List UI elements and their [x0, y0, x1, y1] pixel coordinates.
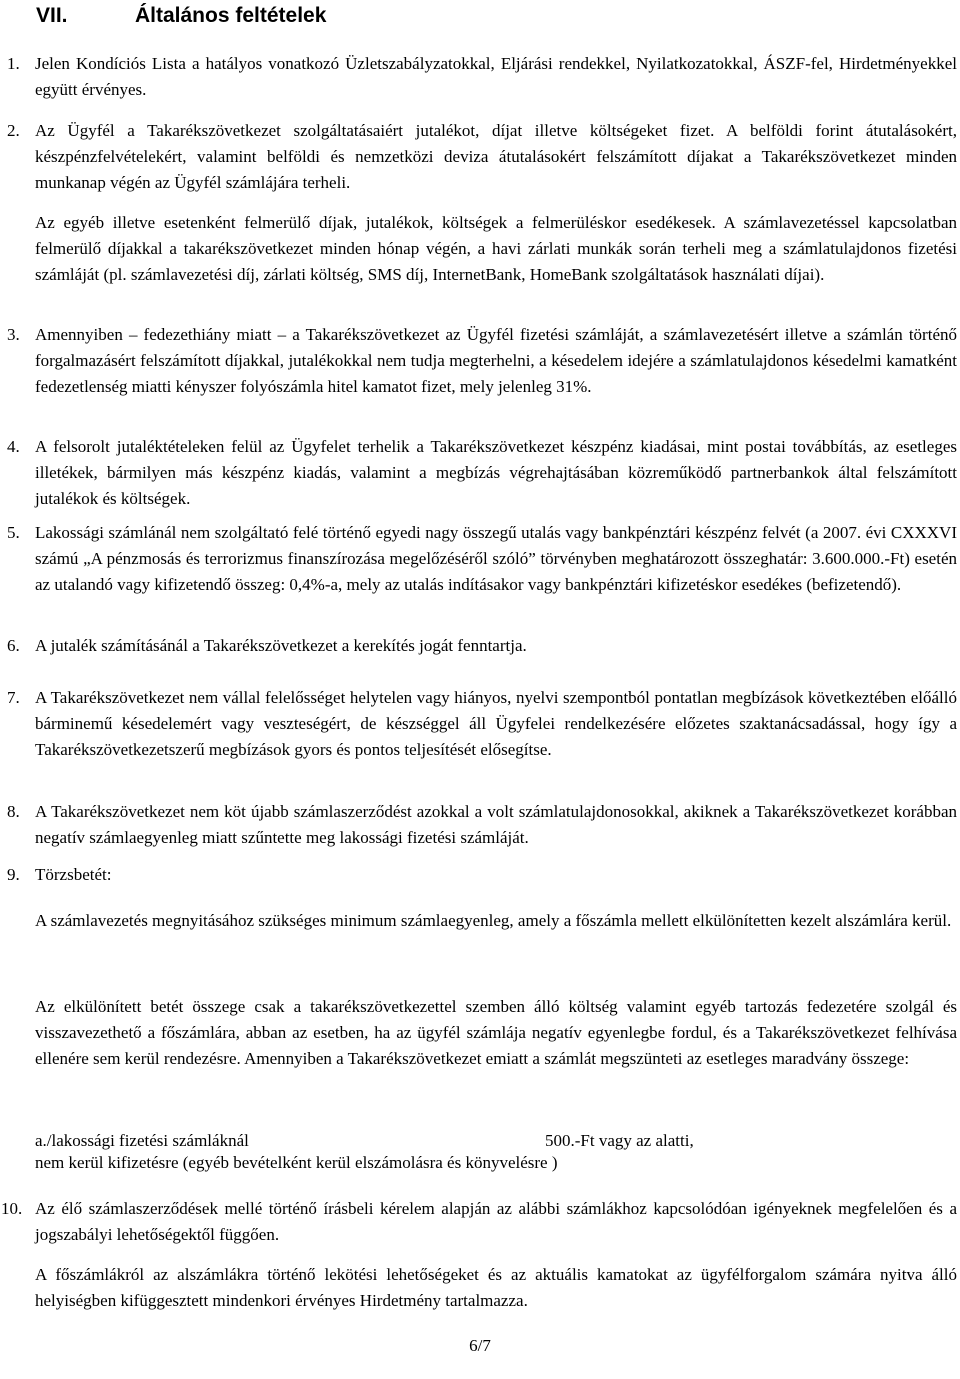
item-subtitle: Törzsbetét: [35, 865, 112, 884]
item-paragraph: Az egyéb illetve esetenként felmerülő díjak, jutalékok, költségek a felmerüléskor esedékesek. A számlavezetéssel kapcsolatban felmerülő díjakkal a takarékszövetkezet minden hónap végén, a havi zárlati munkák során terheli meg a számlatulajdonos fizetési számláját (pl. számlavezetési díj, zárlati költség, SMS díj, InternetBank, HomeBank szolgáltatások használati díjai). [35, 213, 957, 284]
item-number: 4. [7, 437, 20, 456]
item-paragraph: Amennyiben – fedezethiány miatt – a Takarékszövetkezet az Ügyfél fizetési számláját, a számlavezetésért illetve a számlán történő forgalmazásért felszámított díjakkal, jutalékokkal nem tudja megterhelni, a késedelem idejére a számlatulajdonos késedelmi kamatként fedezetlenség miatti kényszer folyószámla hitel kamatot fizet, mely jelenleg 31%. [35, 325, 957, 396]
item-paragraph: Lakossági számlánál nem szolgáltató felé történő egyedi nagy összegű utalás vagy bankpénztári készpénz felvét (a 2007. évi CXXXVI számú „A pénzmosás és terrorizmus finanszírozása megelőzéséről szóló” törvényben meghatározott összeghatár: 3.600.000.-Ft) esetén az utalandó vagy kifizetendő összeg: 0,4%-a, mely az utalás indításakor vagy bankpénztári kifizetéskor esedékes (befizetendő). [35, 523, 957, 594]
item-number: 9. [7, 865, 20, 884]
list-item-9 [0, 862, 960, 888]
item-paragraph: A Takarékszövetkezet nem köt újabb számlaszerződést azokkal a volt számlatulajdonosokkal, akiknek a Takarékszövetkezet korábban negatív számlaegyenleg miatt szűntette meg lakossági fizetési számláját. [35, 802, 957, 847]
list-item-4 [0, 434, 960, 512]
item-number: 10. [1, 1199, 23, 1218]
item-number: 6. [7, 636, 20, 655]
fee-label: a./lakossági fizetési számláknál [35, 1131, 249, 1150]
item-paragraph: Az elkülönített betét összege csak a takarékszövetkezettel szemben álló költség valamint egyéb tartozás fedezetére szolgál és visszavezethető a főszámlára, abban az esetben, ha az ügyfél számlája negatív egyenlegbe fordul, és a Takarékszövetkezet felhívása ellenére sem kerül rendezésre. Amennyiben a Takarékszövetkezet emiatt a számlát megszünteti az esetleges maradvány összege: [35, 997, 957, 1068]
item-paragraph: A jutalék számításánál a Takarékszövetkezet a kerekítés jogát fenntartja. [35, 636, 527, 655]
item-number: 8. [7, 802, 20, 821]
section-heading [36, 2, 326, 30]
page-number: 6/7 [469, 1336, 491, 1355]
section-number: VII. [36, 4, 68, 27]
list-item-2 [0, 118, 960, 288]
item-paragraph: A Takarékszövetkezet nem vállal felelősséget helytelen vagy hiányos, nyelvi szempontból pontatlan megbízások következtében előálló bárminemű késedelemért vagy veszteségért, de készséggel áll Ügyfelei rendelkezésére előzetes szaktanácsadással, hogy így a Takarékszövetkezetszerű megbízások gyors és pontos teljesítését elősegítse. [35, 688, 957, 759]
list-item-5 [0, 520, 960, 598]
section-title: Általános feltételek [135, 4, 327, 27]
item-number: 3. [7, 325, 20, 344]
item-number: 2. [7, 121, 20, 140]
list-item-7 [0, 685, 960, 763]
item-paragraph: A számlavezetés megnyitásához szükséges minimum számlaegyenleg, amely a főszámla mellett elkülönítetten kezelt alszámlára kerül. [35, 911, 952, 930]
item-number: 1. [7, 54, 20, 73]
item-paragraph: A felsorolt jutaléktételeken felül az Ügyfelet terhelik a Takarékszövetkezet készpénz kiadásai, mint postai továbbítás, az esetleges illetékek, bármilyen más készpénz kiadás, valamint a megbízás végrehajtásában közreműködő partnerbankok által felszámított jutalékok és költségek. [35, 437, 957, 508]
item-paragraph: Az Ügyfél a Takarékszövetkezet szolgáltatásaiért jutalékot, díjat illetve költségeket fizet. A belföldi forint átutalásokért, készpénzfelvételekért, valamint belföldi és nemzetközi deviza átutalásokért felszámított díjakat a Takarékszövetkezet minden munkanap végén az Ügyfél számlájára terheli. [35, 121, 957, 192]
item-paragraph: A főszámlákról az alszámlákra történő lekötési lehetőségeket és az aktuális kamatokat az ügyfélforgalom számára nyitva álló helyiségben kifüggesztett mindenkori érvényes Hirdetmény tartalmazza. [35, 1265, 957, 1310]
item-paragraph: Az élő számlaszerződések mellé történő írásbeli kérelem alapján az alábbi számlákhoz kapcsolódóan igényeknek megfelelően és a jogszabályi lehetőségektől függően. [35, 1199, 957, 1244]
fee-value: 500.-Ft vagy az alatti, [545, 1131, 694, 1150]
list-item-6 [0, 633, 960, 659]
list-item-8 [0, 799, 960, 851]
list-item-3 [0, 322, 960, 400]
list-item-1 [0, 51, 960, 103]
item-paragraph: Jelen Kondíciós Lista a hatályos vonatkozó Üzletszabályzatokkal, Eljárási rendekkel, Nyilatkozatokkal, ÁSZF-fel, Hirdetményekkel együtt érvényes. [35, 54, 957, 99]
item-number: 5. [7, 523, 20, 542]
list-item-10 [0, 1196, 960, 1314]
fee-note: nem kerül kifizetésre (egyéb bevételként kerül elszámolásra és könyvelésre ) [35, 1153, 558, 1172]
item-number: 7. [7, 688, 20, 707]
